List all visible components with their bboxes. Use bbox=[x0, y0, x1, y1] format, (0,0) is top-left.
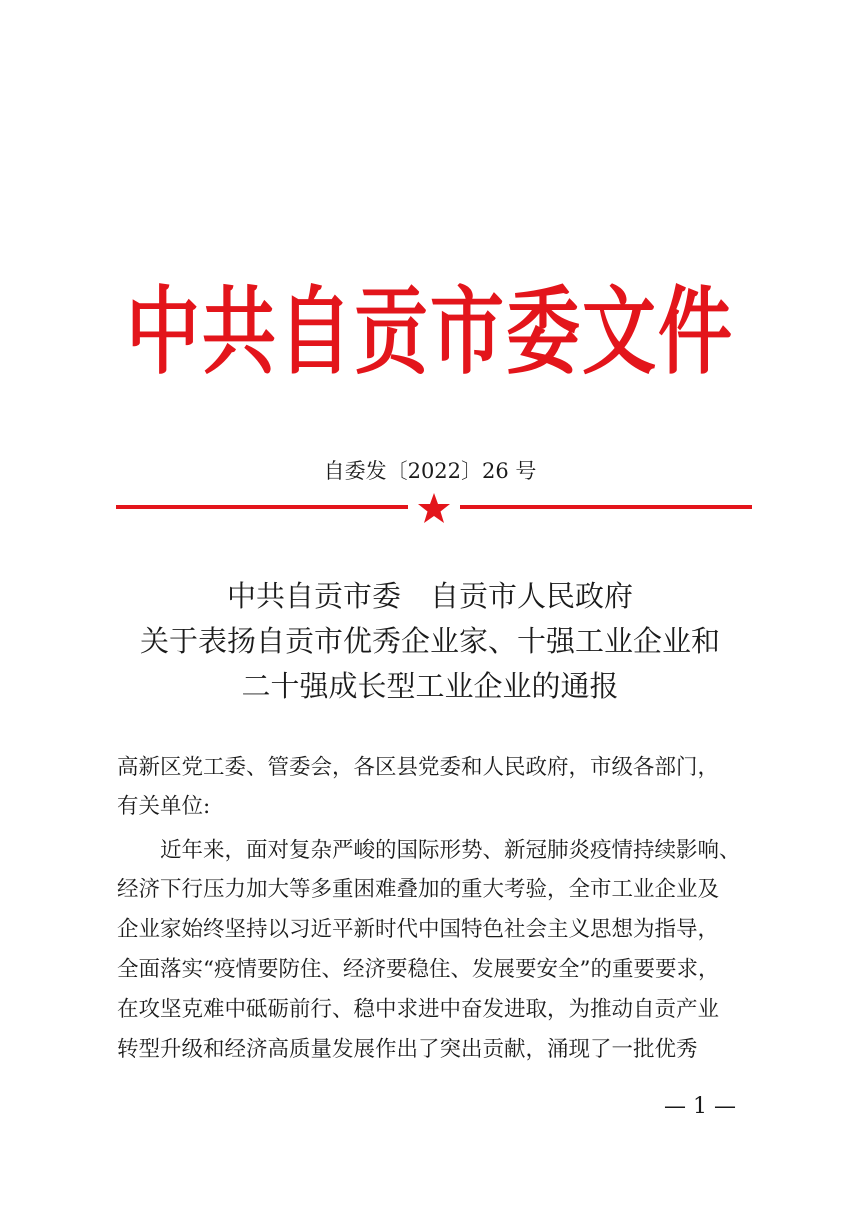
red-divider-left bbox=[116, 505, 408, 509]
notice-title-line-1: 中共自贡市委 自贡市人民政府 bbox=[226, 579, 633, 613]
salutation-line-2: 有关单位: bbox=[117, 794, 211, 819]
notice-title-line-3: 二十强成长型工业企业的通报 bbox=[241, 669, 619, 703]
salutation-line-1: 高新区党工委、管委会，各区县党委和人民政府，市级各部门， bbox=[117, 755, 720, 780]
document-number: 自委发〔2022〕26 号 bbox=[323, 459, 537, 483]
red-star-icon bbox=[417, 492, 451, 524]
body-paragraph-line: 经济下行压力加大等多重困难叠加的重大考验，全市工业企业及 bbox=[117, 877, 720, 902]
body-paragraph-line: 近年来，面对复杂严峻的国际形势、新冠肺炎疫情持续影响、 bbox=[117, 838, 741, 863]
body-paragraph-line: 转型升级和经济高质量发展作出了突出贡献，涌现了一批优秀 bbox=[117, 1037, 698, 1062]
body-paragraph-line: 在攻坚克难中砥砺前行、稳中求进中奋发进取，为推动自贡产业 bbox=[117, 997, 720, 1022]
notice-title-line-2: 关于表扬自贡市优秀企业家、十强工业企业和 bbox=[139, 624, 720, 658]
red-divider-right bbox=[460, 505, 752, 509]
body-paragraph-line: 企业家始终坚持以习近平新时代中国特色社会主义思想为指导， bbox=[117, 917, 720, 942]
document-masthead: 中共自贡市委文件 bbox=[126, 277, 734, 388]
page-number: — 1 — bbox=[664, 1094, 736, 1119]
body-paragraph-line: 全面落实“疫情要防住、经济要稳住、发展要安全”的重要要求， bbox=[117, 957, 720, 982]
